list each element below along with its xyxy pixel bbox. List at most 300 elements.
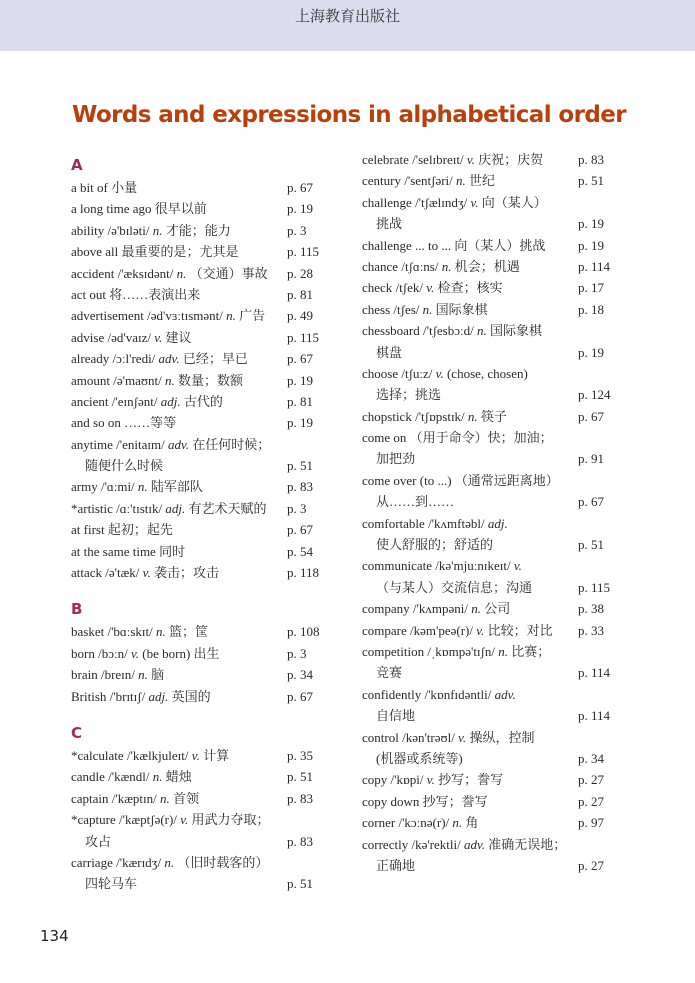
entry-word: comfortable — [362, 515, 425, 531]
entry-phonetic: /'tʃesbɔːd/ — [423, 323, 474, 339]
entry-part-of-speech: n. — [164, 854, 175, 870]
entry-word: communicate — [362, 558, 433, 574]
entry-definition: (机器或系统等) — [376, 750, 463, 766]
glossary-entry — [71, 241, 341, 262]
entry-phonetic: /ə'maʊnt/ — [113, 372, 162, 388]
glossary-entry — [71, 412, 341, 433]
entry-definition: 比较；对比 — [487, 622, 553, 638]
entry-word: control — [362, 729, 399, 745]
entry-page-reference: p. 81 — [287, 286, 313, 302]
entry-page-reference: p. 3 — [287, 500, 307, 516]
entry-phonetic: /əd'vaɪz/ — [107, 329, 151, 345]
entry-page-reference: p. 115 — [287, 329, 320, 345]
entry-definition: 首领 — [173, 790, 200, 806]
entry-page-reference: p. 67 — [287, 180, 313, 195]
glossary-entry — [362, 727, 632, 748]
entry-definition: 棋盘 — [376, 344, 403, 360]
glossary-entry — [71, 852, 341, 873]
glossary-entry-continuation — [362, 855, 632, 876]
glossary-entry — [362, 427, 632, 448]
entry-word: copy — [362, 772, 388, 788]
page-number: 134 — [40, 927, 69, 945]
section-letter: B — [71, 600, 83, 619]
glossary-entry — [362, 149, 632, 170]
entry-word: amount — [71, 372, 110, 388]
entry-page-reference: p. 51 — [287, 876, 313, 892]
entry-definition: 很早以前 — [154, 201, 207, 217]
entry-phonetic: /'kæptɪn/ — [111, 790, 157, 806]
glossary-entry-continuation — [362, 534, 632, 555]
entry-word: correctly — [362, 836, 409, 852]
entry-definition: 蜡烛 — [165, 769, 192, 785]
entry-word: brain — [71, 667, 98, 683]
entry-page-reference: p. 19 — [287, 372, 313, 388]
entry-page-reference: p. 67 — [578, 494, 604, 510]
entry-part-of-speech: n. — [138, 667, 148, 683]
entry-phonetic: /'kʌmpəni/ — [412, 601, 468, 617]
entry-word: a bit of — [71, 180, 108, 195]
entry-page-reference: p. 17 — [578, 280, 604, 296]
entry-page-reference: p. 33 — [578, 622, 604, 638]
entry-word: check — [362, 280, 393, 296]
glossary-entry — [362, 192, 632, 213]
glossary-entry — [71, 519, 341, 540]
page-title: Words and expressions in alphabetical order — [72, 102, 626, 128]
glossary-entry — [71, 370, 341, 391]
entry-definition: 广告 — [239, 308, 266, 324]
entry-definition: 向（某人） — [481, 194, 547, 210]
section-letter: C — [71, 723, 83, 742]
glossary-entry — [362, 363, 632, 384]
entry-part-of-speech: adj. — [148, 688, 169, 704]
entry-phonetic: /kə'rektli/ — [411, 836, 461, 852]
entry-word: company — [362, 601, 410, 617]
glossary-entry — [362, 235, 632, 256]
entry-page-reference: p. 28 — [287, 265, 313, 281]
glossary-entry — [71, 305, 341, 326]
glossary-entry — [362, 598, 632, 619]
entry-page-reference: p. 83 — [287, 790, 313, 806]
entry-page-reference: p. 67 — [287, 688, 313, 704]
entry-part-of-speech: adv. — [494, 686, 516, 702]
entry-part-of-speech: n. — [422, 301, 433, 317]
entry-word: ability — [71, 222, 105, 238]
entry-definition: 选择；挑选 — [376, 387, 442, 403]
entry-phonetic: /'kændl/ — [108, 769, 150, 785]
entry-page-reference: p. 67 — [287, 522, 313, 538]
entry-word: and so on — [71, 415, 121, 431]
entry-phonetic: /'kɒnfɪdəntli/ — [424, 686, 492, 702]
glossary-entry-continuation — [362, 705, 632, 726]
entry-page-reference: p. 51 — [287, 769, 313, 785]
entry-definition: 英国的 — [171, 688, 211, 704]
entry-word: come over (to ...) — [362, 472, 452, 488]
entry-word: confidently — [362, 686, 422, 702]
entry-word: advise — [71, 329, 105, 345]
glossary-entry — [71, 745, 341, 766]
entry-page-reference: p. 124 — [578, 387, 611, 403]
entry-part-of-speech: n. — [160, 790, 170, 806]
glossary-entry — [362, 684, 632, 705]
entry-phonetic: /ɑː'tɪstɪk/ — [116, 500, 163, 516]
glossary-entry-continuation — [71, 873, 341, 894]
entry-definition: 世纪 — [469, 173, 496, 189]
entry-definition: 攻占 — [85, 833, 112, 849]
glossary-entry — [71, 391, 341, 412]
glossary-entry — [71, 809, 341, 830]
entry-definition: （通常远距离地） — [454, 472, 559, 488]
glossary-entry — [71, 766, 341, 787]
glossary-entry — [362, 406, 632, 427]
entry-part-of-speech: v. — [466, 152, 475, 167]
entry-page-reference: p. 115 — [287, 244, 320, 260]
entry-definition: 向（某人）挑战 — [454, 237, 546, 253]
entry-word: chopstick — [362, 408, 412, 424]
entry-page-reference: p. 51 — [578, 537, 604, 553]
entry-part-of-speech: adj. — [165, 500, 186, 516]
glossary-column-left — [71, 153, 341, 895]
entry-definition: （旧时载客的） — [177, 854, 269, 870]
entry-definition: (chose, chosen) — [446, 365, 528, 381]
entry-part-of-speech: n. — [152, 222, 163, 238]
entry-phonetic: /'kɔːnə(r)/ — [398, 815, 450, 831]
entry-part-of-speech: n. — [176, 265, 187, 281]
glossary-entry — [71, 476, 341, 497]
entry-page-reference: p. 83 — [287, 479, 313, 495]
entry-part-of-speech: n. — [498, 643, 508, 659]
publisher-name: 上海教育出版社 — [294, 9, 400, 25]
entry-phonetic: /'enitaɪm/ — [116, 436, 165, 452]
entry-word: corner — [362, 815, 396, 831]
entry-page-reference: p. 83 — [287, 833, 313, 849]
entry-word: candle — [71, 769, 105, 785]
entry-page-reference: p. 108 — [287, 624, 320, 640]
glossary-entry — [71, 198, 341, 219]
entry-word: chessboard — [362, 323, 420, 339]
entry-word: *artistic — [71, 500, 113, 516]
entry-definition: 竞赛 — [376, 665, 403, 681]
entry-definition: （与某人）交流信息；沟通 — [376, 579, 533, 595]
entry-definition: 从……到…… — [376, 494, 455, 510]
entry-page-reference: p. 19 — [578, 237, 604, 253]
glossary-entry — [71, 664, 341, 685]
entry-word: at first — [71, 522, 105, 538]
entry-definition: 使人舒服的；舒适的 — [376, 537, 494, 553]
entry-definition: 古代的 — [183, 393, 223, 409]
glossary-entry-continuation — [362, 662, 632, 683]
entry-page-reference: p. 27 — [578, 857, 604, 873]
entry-word: copy down — [362, 793, 420, 809]
entry-page-reference: p. 54 — [287, 543, 313, 559]
glossary-entry-continuation — [362, 491, 632, 512]
entry-word: advertisement — [71, 308, 144, 324]
entry-part-of-speech: v. — [476, 622, 485, 638]
entry-word: anytime — [71, 436, 113, 452]
entry-phonetic: /'tʃælɪndʒ/ — [415, 194, 468, 210]
entry-page-reference: p. 35 — [287, 747, 313, 763]
entry-phonetic: /'kɒpi/ — [390, 772, 424, 788]
entry-page-reference: p. 34 — [287, 667, 313, 683]
entry-definition: 在任何时候； — [192, 436, 271, 452]
entry-page-reference: p. 3 — [287, 645, 307, 661]
entry-page-reference: p. 118 — [287, 565, 320, 581]
entry-part-of-speech: v. — [426, 280, 435, 296]
entry-part-of-speech: n. — [155, 624, 166, 640]
glossary-entry — [362, 834, 632, 855]
entry-phonetic: /ə'tæk/ — [105, 565, 140, 581]
glossary-entry — [71, 686, 341, 707]
entry-part-of-speech: n. — [467, 408, 478, 424]
glossary-entry-continuation — [362, 384, 632, 405]
glossary-entry — [362, 470, 632, 491]
glossary-entry-continuation — [362, 213, 632, 234]
glossary-entry — [71, 621, 341, 642]
entry-page-reference: p. 81 — [287, 393, 313, 409]
entry-part-of-speech: n. — [152, 769, 163, 785]
glossary-entry — [71, 643, 341, 664]
entry-phonetic: /'sentʃəri/ — [404, 173, 453, 189]
entry-part-of-speech: n. — [137, 479, 148, 495]
entry-page-reference: p. 19 — [578, 344, 604, 360]
entry-phonetic: /'kælkjuleɪt/ — [126, 747, 189, 763]
entry-phonetic: /bɔːn/ — [98, 645, 128, 661]
entry-word: already — [71, 351, 110, 367]
entry-phonetic: /kəm'peə(r)/ — [410, 622, 473, 638]
entry-word: ancient — [71, 393, 109, 409]
entry-word: a long time ago — [71, 201, 152, 217]
glossary-entry — [362, 812, 632, 833]
entry-phonetic: /'kʌmftəbl/ — [428, 515, 485, 531]
glossary-entry — [362, 555, 632, 576]
glossary-entry — [71, 541, 341, 562]
entry-part-of-speech: v. — [470, 194, 479, 210]
entry-word: British — [71, 688, 107, 704]
entry-phonetic: /'eɪnʃənt/ — [111, 393, 158, 409]
entry-part-of-speech: n. — [471, 601, 481, 617]
entry-word: come on — [362, 430, 407, 446]
entry-phonetic: /tʃes/ — [393, 301, 420, 317]
header-band — [0, 0, 695, 51]
entry-definition: （交通）事故 — [189, 265, 268, 281]
entry-definition: 四轮马车 — [85, 876, 138, 892]
entry-word: chance — [362, 258, 399, 274]
glossary-entry — [362, 769, 632, 790]
entry-part-of-speech: n. — [164, 372, 175, 388]
entry-part-of-speech: v. — [435, 365, 444, 381]
entry-page-reference: p. 97 — [578, 815, 604, 831]
entry-definition: 筷子 — [480, 408, 507, 424]
entry-definition: 才能；能力 — [165, 222, 231, 238]
glossary-entry-continuation — [362, 577, 632, 598]
entry-definition: 已经；早已 — [182, 351, 248, 367]
entry-page-reference: p. 51 — [287, 458, 313, 474]
entry-phonetic: /ˌkɒmpə'tɪʃn/ — [427, 643, 495, 659]
entry-definition: 角 — [465, 815, 479, 831]
entry-definition: 起初；起先 — [107, 522, 173, 538]
entry-definition: 加把劲 — [376, 451, 416, 467]
glossary-entry-continuation — [71, 455, 341, 476]
entry-word: above all — [71, 244, 119, 260]
entry-word: at the same time — [71, 543, 156, 559]
entry-part-of-speech: n. — [456, 173, 466, 189]
entry-definition: 自信地 — [376, 708, 416, 724]
entry-definition: 脑 — [151, 667, 165, 683]
entry-page-reference: p. 91 — [578, 451, 604, 467]
glossary-entry — [71, 788, 341, 809]
entry-definition: 抄写；誊写 — [438, 772, 504, 788]
entry-phonetic: /kə'mjuːnɪkeɪt/ — [435, 558, 511, 574]
entry-definition: 检查；核实 — [437, 280, 503, 296]
entry-part-of-speech: n. — [226, 308, 236, 324]
entry-part-of-speech: v. — [130, 645, 140, 661]
entry-phonetic: /'kærɪdʒ/ — [116, 854, 162, 870]
entry-part-of-speech: adv. — [158, 351, 180, 367]
glossary-entry — [362, 170, 632, 191]
entry-definition: 将……表演出来 — [109, 286, 201, 302]
glossary-entry — [71, 220, 341, 241]
entry-definition: 操纵，控制 — [469, 729, 535, 745]
entry-definition: 最重要的是；尤其是 — [121, 244, 239, 260]
entry-page-reference: p. 27 — [578, 793, 604, 809]
entry-phonetic: /'brɪtɪʃ/ — [109, 688, 146, 704]
entry-word: captain — [71, 790, 109, 806]
glossary-entry — [71, 434, 341, 455]
glossary-entry — [71, 263, 341, 284]
entry-word: born — [71, 645, 95, 661]
glossary-entry — [362, 277, 632, 298]
entry-word: century — [362, 173, 401, 189]
entry-word: challenge ... to ... — [362, 237, 452, 253]
entry-definition: 机会；机遇 — [454, 258, 520, 274]
entry-page-reference: p. 19 — [578, 216, 604, 232]
entry-definition: （用于命令）快；加油； — [409, 430, 553, 446]
glossary-entry — [362, 641, 632, 662]
entry-page-reference: p. 114 — [578, 258, 611, 274]
entry-definition: 公司 — [484, 601, 511, 617]
entry-definition: 用武力夺取； — [191, 812, 270, 828]
section-letter: A — [71, 156, 83, 174]
entry-phonetic: /tʃuːz/ — [401, 365, 433, 381]
glossary-entry — [71, 284, 341, 305]
entry-definition: 同时 — [159, 543, 186, 559]
glossary-entry — [71, 498, 341, 519]
entry-page-reference: p. 3 — [287, 222, 307, 238]
entry-definition: ……等等 — [124, 415, 177, 431]
entry-definition: 计算 — [203, 747, 230, 763]
entry-definition: 抄写；誊写 — [422, 793, 488, 809]
entry-word: army — [71, 479, 98, 495]
entry-part-of-speech: n. — [441, 258, 452, 274]
glossary-entry — [71, 327, 341, 348]
entry-page-reference: p. 67 — [578, 408, 604, 424]
entry-phonetic: /'tʃɒpstɪk/ — [415, 408, 465, 424]
entry-page-reference: p. 34 — [578, 750, 604, 766]
glossary-entry — [362, 620, 632, 641]
entry-page-reference: p. 114 — [578, 665, 611, 681]
entry-word: act out — [71, 286, 107, 302]
entry-phonetic: /kən'trəʊl/ — [402, 729, 455, 745]
entry-page-reference: p. 114 — [578, 708, 611, 724]
entry-part-of-speech: n. — [452, 815, 463, 831]
entry-definition: 国际象棋 — [435, 301, 488, 317]
entry-definition: 随便什么时候 — [85, 458, 164, 474]
entry-word: compare — [362, 622, 407, 638]
entry-part-of-speech: v. — [142, 565, 151, 581]
glossary-column-right — [362, 149, 632, 876]
entry-page-reference: p. 51 — [578, 173, 604, 189]
entry-definition: 数量；数额 — [177, 372, 243, 388]
entry-word: basket — [71, 624, 105, 640]
entry-page-reference: p. 19 — [287, 201, 313, 217]
entry-part-of-speech: v. — [426, 772, 435, 788]
entry-word: *calculate — [71, 747, 124, 763]
glossary-entry — [362, 513, 632, 534]
glossary-entry — [362, 256, 632, 277]
entry-part-of-speech: v. — [458, 729, 467, 745]
entry-word: *capture — [71, 812, 116, 828]
entry-part-of-speech: adv. — [463, 836, 486, 852]
entry-page-reference: p. 38 — [578, 601, 604, 617]
entry-word: attack — [71, 565, 103, 581]
glossary-entry-continuation — [71, 831, 341, 852]
glossary-entry-continuation — [362, 448, 632, 469]
entry-part-of-speech: v. — [154, 329, 163, 345]
entry-phonetic: /'æksɪdənt/ — [117, 265, 174, 281]
entry-definition: 正确地 — [376, 857, 416, 873]
entry-word: carriage — [71, 854, 113, 870]
entry-part-of-speech: v. — [191, 747, 200, 763]
entry-definition: 比赛； — [511, 643, 551, 659]
entry-page-reference: p. 27 — [578, 772, 604, 788]
entry-phonetic: /tʃek/ — [395, 280, 423, 296]
entry-definition: 小量 — [111, 180, 138, 195]
entry-part-of-speech: n. — [476, 323, 487, 339]
entry-definition: 有艺术天赋的 — [188, 500, 267, 516]
entry-definition: 挑战 — [376, 216, 403, 232]
entry-page-reference: p. 19 — [287, 415, 313, 431]
entry-part-of-speech: v. — [180, 812, 189, 828]
entry-definition: 陆军部队 — [150, 479, 203, 495]
glossary-entry — [362, 791, 632, 812]
entry-page-reference: p. 83 — [578, 152, 604, 167]
entry-definition: 篮；筐 — [168, 624, 208, 640]
entry-page-reference: p. 49 — [287, 308, 313, 324]
glossary-entry — [71, 348, 341, 369]
entry-phonetic: /'selɪbreɪt/ — [412, 152, 464, 167]
entry-definition: 庆祝；庆贺 — [478, 152, 544, 167]
entry-definition: 准确无误地； — [488, 836, 567, 852]
glossary-entry-continuation — [362, 748, 632, 769]
entry-page-reference: p. 115 — [578, 579, 611, 595]
glossary-entry — [362, 299, 632, 320]
entry-word: challenge — [362, 194, 412, 210]
glossary-entry — [362, 320, 632, 341]
entry-phonetic: /'kæptʃə(r)/ — [119, 812, 177, 828]
entry-page-reference: p. 67 — [287, 351, 313, 367]
entry-phonetic: /ɔːl'redi/ — [112, 351, 156, 367]
entry-word: choose — [362, 365, 399, 381]
entry-definition: 国际象棋 — [489, 323, 542, 339]
entry-word: competition — [362, 643, 425, 659]
entry-page-reference: p. 18 — [578, 301, 604, 317]
entry-part-of-speech: adv. — [167, 436, 190, 452]
glossary-entry — [71, 562, 341, 583]
entry-word: celebrate — [362, 152, 409, 167]
entry-part-of-speech: adj. — [160, 393, 181, 409]
glossary-entry — [71, 177, 341, 198]
entry-phonetic: /breɪn/ — [100, 667, 135, 683]
entry-part-of-speech: adj. — [487, 515, 508, 531]
